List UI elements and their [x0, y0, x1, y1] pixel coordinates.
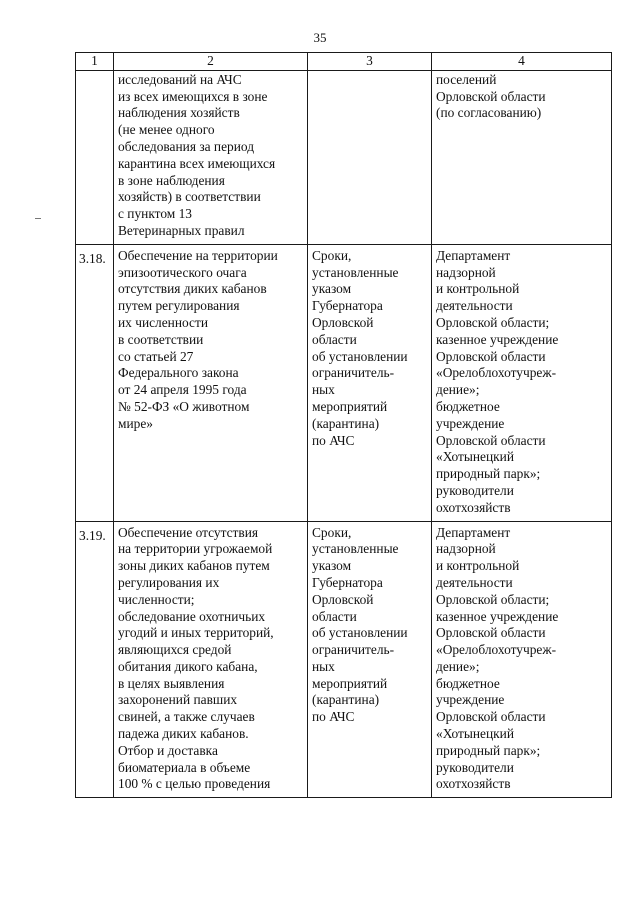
text-line: Орловской области: [436, 625, 546, 641]
text-line: путем регулирования: [118, 298, 240, 314]
text-line: Отбор и доставка: [118, 742, 218, 758]
text-line: надзорной: [436, 264, 496, 280]
text-line: Департамент: [436, 524, 511, 540]
text-line: со статьей 27: [118, 348, 194, 364]
column-number-1: 1: [76, 53, 114, 71]
text-line: бюджетное: [436, 675, 500, 691]
text-line: биоматериала в объеме: [118, 759, 251, 775]
text-line: в соответствии: [118, 331, 204, 347]
text-line: в зоне наблюдения: [118, 172, 225, 188]
text-line: указом: [312, 281, 352, 297]
page-number: 35: [313, 30, 327, 45]
text-line: об установлении: [312, 348, 408, 364]
text-line: численности;: [118, 591, 195, 607]
table-row-continuation: [76, 70, 612, 244]
text-line: хозяйств) в соответствии: [118, 189, 261, 205]
text-line: руководители: [436, 759, 514, 775]
text-line: Сроки,: [312, 524, 352, 540]
text-line: зоны диких кабанов путем: [118, 558, 270, 574]
table-row-3-19: [76, 521, 612, 798]
table-row-3-18: [76, 244, 612, 521]
text-line: Орловской области: [436, 709, 546, 725]
text-line: Сроки,: [312, 247, 352, 263]
text-line: Орловской: [312, 591, 374, 607]
cell-measure: [114, 244, 308, 521]
measures-table: [75, 52, 612, 798]
text-line: свиней, а также случаев: [118, 709, 255, 725]
text-line: Орловской области: [436, 348, 546, 364]
text-line: мероприятий: [312, 675, 388, 691]
text-line: Обеспечение на территории: [118, 247, 278, 263]
text-line: 100 % с целью проведения: [118, 776, 271, 792]
text-line: (карантина): [312, 415, 380, 431]
text-line: ограничитель-: [312, 365, 395, 381]
text-line: с пунктом 13: [118, 206, 192, 222]
cell-responsible: [432, 70, 612, 244]
text-line: установленные: [312, 541, 399, 557]
margin-mark: [35, 218, 41, 219]
text-line: Орловской области;: [436, 314, 550, 330]
text-line: по АЧС: [312, 709, 355, 725]
text-line: от 24 апреля 1995 года: [118, 382, 247, 398]
text-line: (карантина): [312, 692, 380, 708]
text-line: поселений: [436, 71, 497, 87]
text-line: и контрольной: [436, 558, 520, 574]
text-line: ных: [312, 382, 335, 398]
cell-responsible: [432, 521, 612, 798]
text-line: регулирования их: [118, 574, 220, 590]
text-line: ограничитель-: [312, 642, 395, 658]
text-line: Орловской области: [436, 432, 546, 448]
text-line: обследования за период: [118, 138, 255, 154]
text-line: установленные: [312, 264, 399, 280]
text-line: угодий и иных территорий,: [118, 625, 274, 641]
cell-deadline: [308, 70, 432, 244]
text-line: Федерального закона: [118, 365, 239, 381]
text-line: казенное учреждение: [436, 608, 559, 624]
text-line: казенное учреждение: [436, 331, 559, 347]
text-line: мероприятий: [312, 398, 388, 414]
text-line: указом: [312, 558, 352, 574]
text-line: Ветеринарных правил: [118, 222, 245, 238]
text-line: природный парк»;: [436, 742, 541, 758]
cell-number: 3.18.: [76, 244, 114, 521]
text-line: (не менее одного: [118, 122, 215, 138]
text-line: «Хотынецкий: [436, 449, 515, 465]
text-line: Обеспечение отсутствия: [118, 524, 259, 540]
text-line: Департамент: [436, 247, 511, 263]
text-line: учреждение: [436, 415, 505, 431]
text-line: дение»;: [436, 658, 480, 674]
text-line: природный парк»;: [436, 466, 541, 482]
text-line: «Орелоблохотучреж-: [436, 642, 557, 658]
text-line: деятельности: [436, 574, 513, 590]
text-line: (по согласованию): [436, 105, 542, 121]
text-line: обследование охотничьих: [118, 608, 266, 624]
text-line: области: [312, 608, 357, 624]
text-line: мире»: [118, 415, 153, 431]
text-line: исследований на АЧС: [118, 71, 242, 87]
text-line: карантина всех имеющихся: [118, 155, 276, 171]
cell-deadline: [308, 521, 432, 798]
cell-number: 3.19.: [76, 521, 114, 798]
text-line: № 52-ФЗ «О животном: [118, 398, 250, 414]
text-line: об установлении: [312, 625, 408, 641]
text-line: Губернатора: [312, 574, 383, 590]
text-line: деятельности: [436, 298, 513, 314]
text-line: «Орелоблохотучреж-: [436, 365, 557, 381]
text-line: эпизоотического очага: [118, 264, 247, 280]
text-line: Орловской области;: [436, 591, 550, 607]
text-line: ных: [312, 658, 335, 674]
header-row: [76, 53, 612, 71]
text-line: являющихся средой: [118, 642, 232, 658]
cell-number: [76, 70, 114, 244]
text-line: «Хотынецкий: [436, 726, 515, 742]
text-line: падежа диких кабанов.: [118, 726, 249, 742]
column-number-2: 2: [114, 53, 308, 71]
text-line: охотхозяйств: [436, 776, 511, 792]
text-line: их численности: [118, 314, 209, 330]
text-line: по АЧС: [312, 432, 355, 448]
text-line: надзорной: [436, 541, 496, 557]
text-line: отсутствия диких кабанов: [118, 281, 267, 297]
column-number-3: 3: [308, 53, 432, 71]
text-line: дение»;: [436, 382, 480, 398]
text-line: Орловской области: [436, 88, 546, 104]
text-line: Орловской: [312, 314, 374, 330]
cell-responsible: [432, 244, 612, 521]
text-line: на территории угрожаемой: [118, 541, 273, 557]
column-number-4: 4: [432, 53, 612, 71]
text-line: охотхозяйств: [436, 499, 511, 515]
text-line: из всех имеющихся в зоне: [118, 88, 268, 104]
text-line: захоронений павших: [118, 692, 238, 708]
text-line: Губернатора: [312, 298, 383, 314]
text-line: в целях выявления: [118, 675, 225, 691]
cell-measure: [114, 70, 308, 244]
text-line: руководители: [436, 482, 514, 498]
text-line: области: [312, 331, 357, 347]
text-line: бюджетное: [436, 398, 500, 414]
cell-deadline: [308, 244, 432, 521]
text-line: обитания дикого кабана,: [118, 658, 258, 674]
text-line: наблюдения хозяйств: [118, 105, 240, 121]
text-line: и контрольной: [436, 281, 520, 297]
cell-measure: [114, 521, 308, 798]
text-line: учреждение: [436, 692, 505, 708]
